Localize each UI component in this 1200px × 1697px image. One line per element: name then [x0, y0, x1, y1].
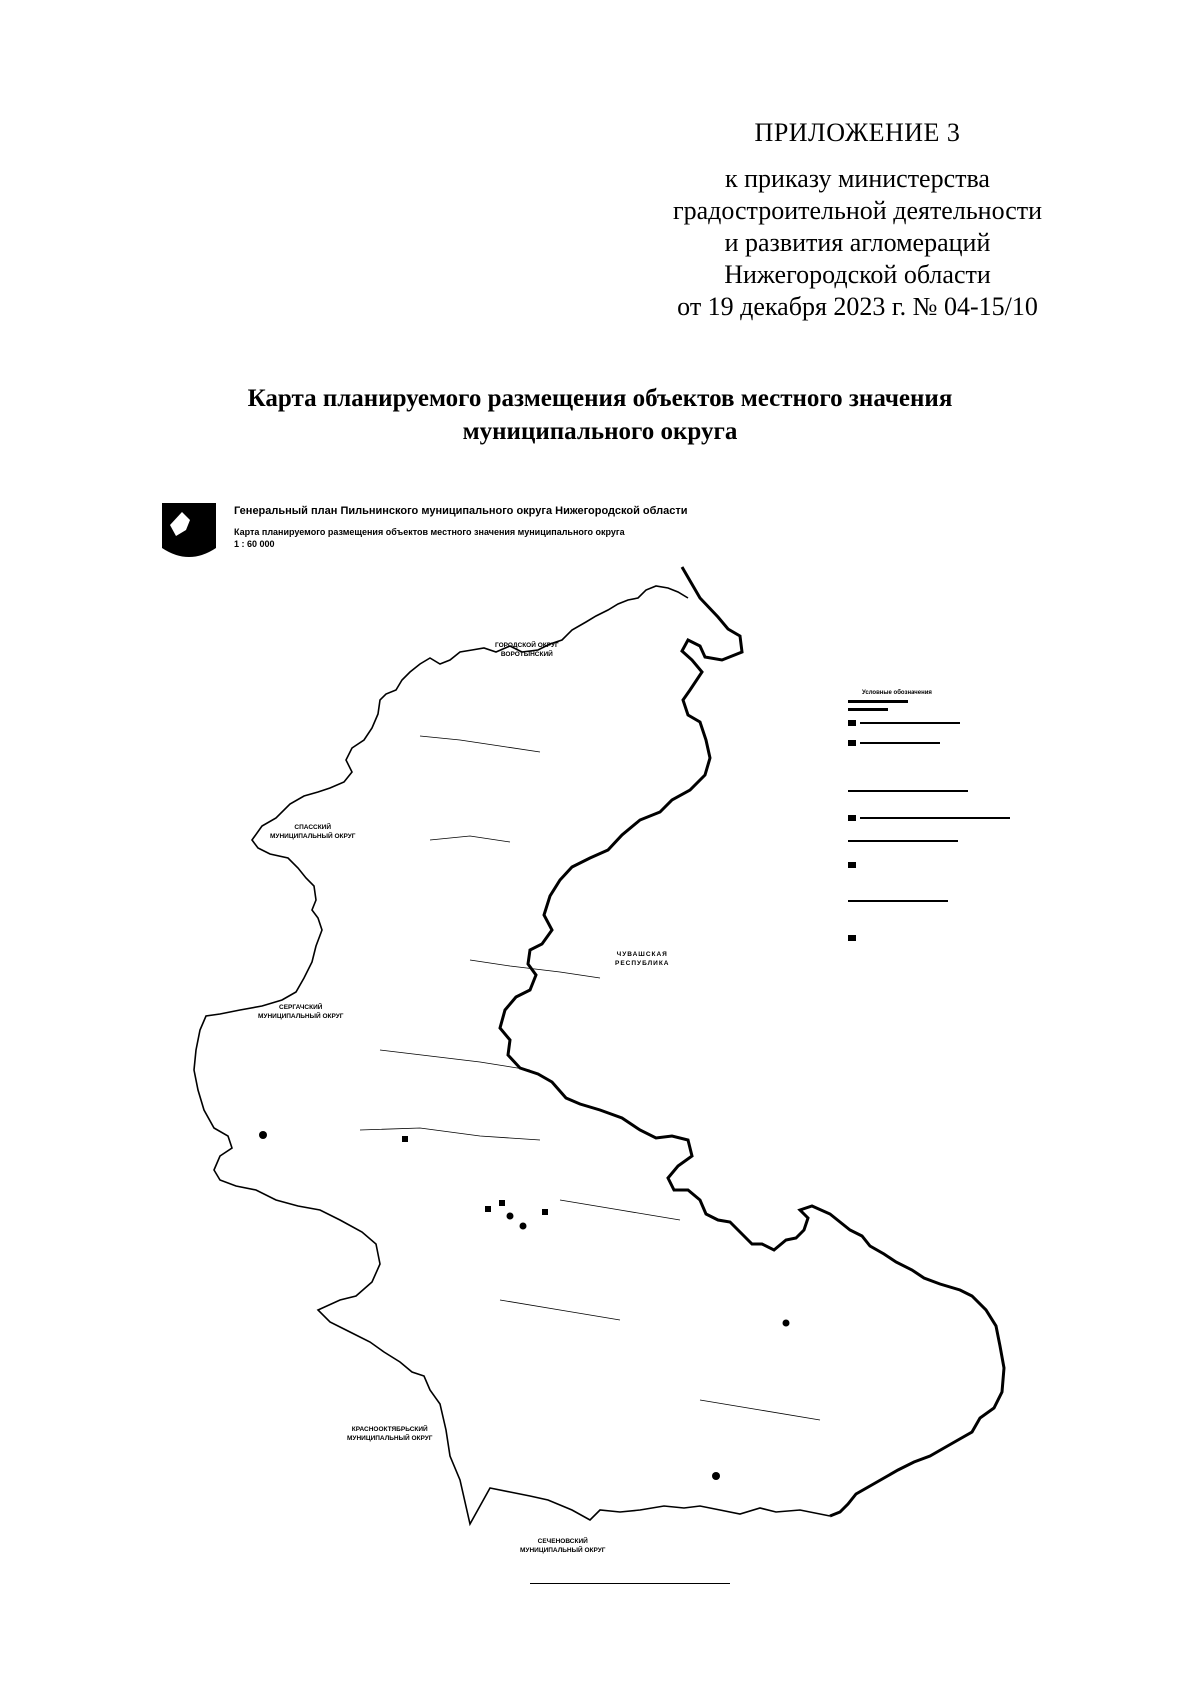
planned-object-dot: [783, 1320, 790, 1327]
legend-graphics: [848, 700, 1010, 941]
legend-title: Условные обозначения: [862, 690, 932, 696]
map-header-subtitle: Карта планируемого размещения объектов местного значения муниципального округа: [234, 527, 625, 537]
appendix-line: Нижегородской области: [724, 260, 991, 289]
appendix-line: и развития агломераций: [724, 228, 991, 257]
planned-object-square: [499, 1200, 505, 1206]
appendix-line: к приказу министерства: [725, 164, 990, 193]
map-header-title: Генеральный план Пильнинского муниципального округа Нижегородской области: [234, 505, 688, 517]
planned-object-dot: [712, 1472, 720, 1480]
planned-object-dot: [520, 1223, 527, 1230]
appendix-title: ПРИЛОЖЕНИЕ 3: [754, 118, 961, 147]
planned-object-dot: [507, 1213, 514, 1220]
region-label-spassky: СПАССКИЙ МУНИЦИПАЛЬНЫЙ ОКРУГ: [270, 824, 356, 840]
document-title-line: муниципального округа: [462, 418, 738, 445]
planned-object-square: [542, 1209, 548, 1215]
map-scale: 1 : 60 000: [234, 539, 275, 549]
settlement-patterns: [360, 736, 820, 1420]
district-boundary: [194, 586, 830, 1524]
planned-object-square: [485, 1206, 491, 1212]
map-header: [234, 505, 688, 549]
emblem-area: [162, 503, 216, 565]
region-label-vorotynsky: ГОРОДСКОЙ ОКРУГ ВОРОТЫНСКИЙ: [495, 642, 559, 658]
region-label-krasnooktyabrsky: КРАСНООКТЯБРЬСКИЙ МУНИЦИПАЛЬНЫЙ ОКРУГ: [347, 1426, 433, 1442]
region-label-chuvash: ЧУВАШСКАЯ РЕСПУБЛИКА: [615, 951, 670, 967]
appendix-line: от 19 декабря 2023 г. № 04-15/10: [677, 292, 1038, 321]
region-label-sergachsky: СЕРГАЧСКИЙ МУНИЦИПАЛЬНЫЙ ОКРУГ: [258, 1004, 344, 1020]
appendix-line: градостроительной деятельности: [672, 196, 1043, 225]
document-title-line: Карта планируемого размещения объектов местного значения: [247, 385, 953, 412]
planned-object-square: [402, 1136, 408, 1142]
bottom-divider: [530, 1583, 730, 1584]
region-label-sechenovsky: СЕЧЕНОВСКИЙ МУНИЦИПАЛЬНЫЙ ОКРУГ: [520, 1538, 606, 1554]
planned-objects: [259, 1131, 790, 1480]
map-legend: [850, 690, 1090, 696]
eastern-border-river: [500, 567, 1004, 1516]
planned-object-dot: [259, 1131, 267, 1139]
